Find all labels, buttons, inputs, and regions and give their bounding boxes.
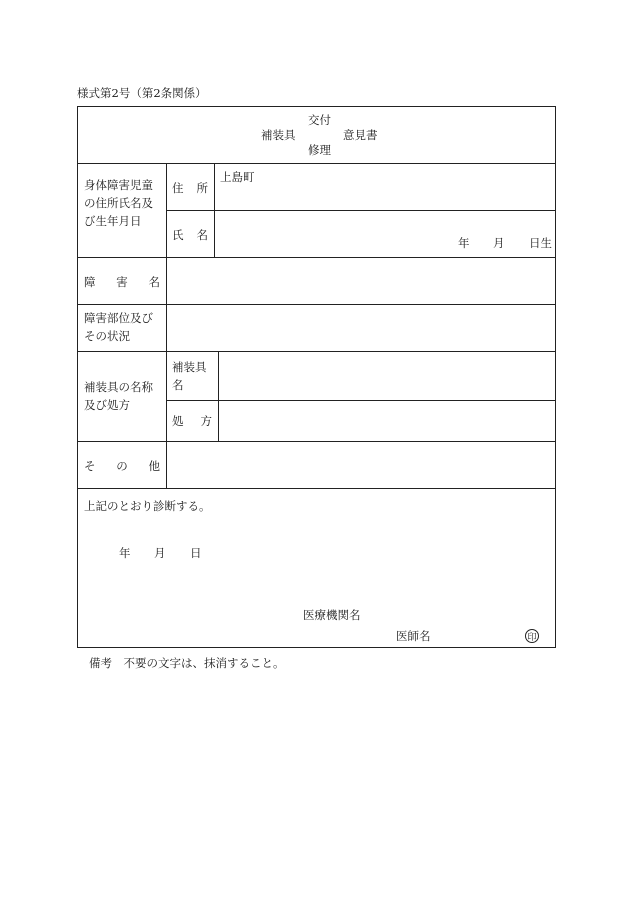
birth-month: 月	[493, 236, 505, 250]
title-repair: 修理	[308, 143, 331, 157]
divider	[166, 400, 556, 401]
prescription-label: 処 方	[172, 414, 212, 428]
divider	[78, 441, 556, 442]
form-number: 様式第2号（第2条関係）	[77, 86, 207, 100]
opinion-form	[77, 106, 556, 648]
divider	[78, 351, 556, 352]
person-info-label: 身体障害児童の住所氏名及び生年月日	[84, 178, 153, 228]
disability-name-label: 障 害 名	[84, 275, 160, 289]
footnote: 備考 不要の文字は、抹消すること。	[89, 656, 285, 670]
diagnosis-day: 日	[190, 546, 202, 560]
address-value: 上島町	[220, 170, 255, 184]
seal-icon: 印	[525, 629, 539, 643]
diagnosis-year: 年	[119, 546, 131, 560]
divider	[78, 163, 556, 164]
institution-label: 医療機関名	[303, 608, 361, 622]
name-label: 氏 名	[172, 228, 208, 242]
device-label: 補装具の名称及び処方	[84, 380, 153, 412]
birth-year: 年	[458, 236, 470, 250]
title-issue: 交付	[308, 113, 331, 127]
diagnosis-statement: 上記のとおり診断する。	[84, 499, 211, 513]
title-device: 補装具	[261, 128, 296, 142]
divider	[78, 488, 556, 489]
column-divider	[214, 163, 215, 257]
diagnosis-month: 月	[154, 546, 166, 560]
disability-part-label: 障害部位及びその状況	[84, 311, 153, 343]
divider	[166, 210, 556, 211]
column-divider	[166, 441, 167, 488]
divider	[78, 304, 556, 305]
other-label: そ の 他	[84, 459, 160, 473]
address-label: 住 所	[172, 181, 208, 195]
column-divider	[166, 163, 167, 441]
doctor-label: 医師名	[396, 629, 431, 643]
column-divider	[218, 351, 219, 441]
divider	[78, 257, 556, 258]
birth-day: 日生	[529, 236, 552, 250]
device-name-label: 補装具名	[172, 360, 207, 392]
title-opinion: 意見書	[343, 128, 378, 142]
